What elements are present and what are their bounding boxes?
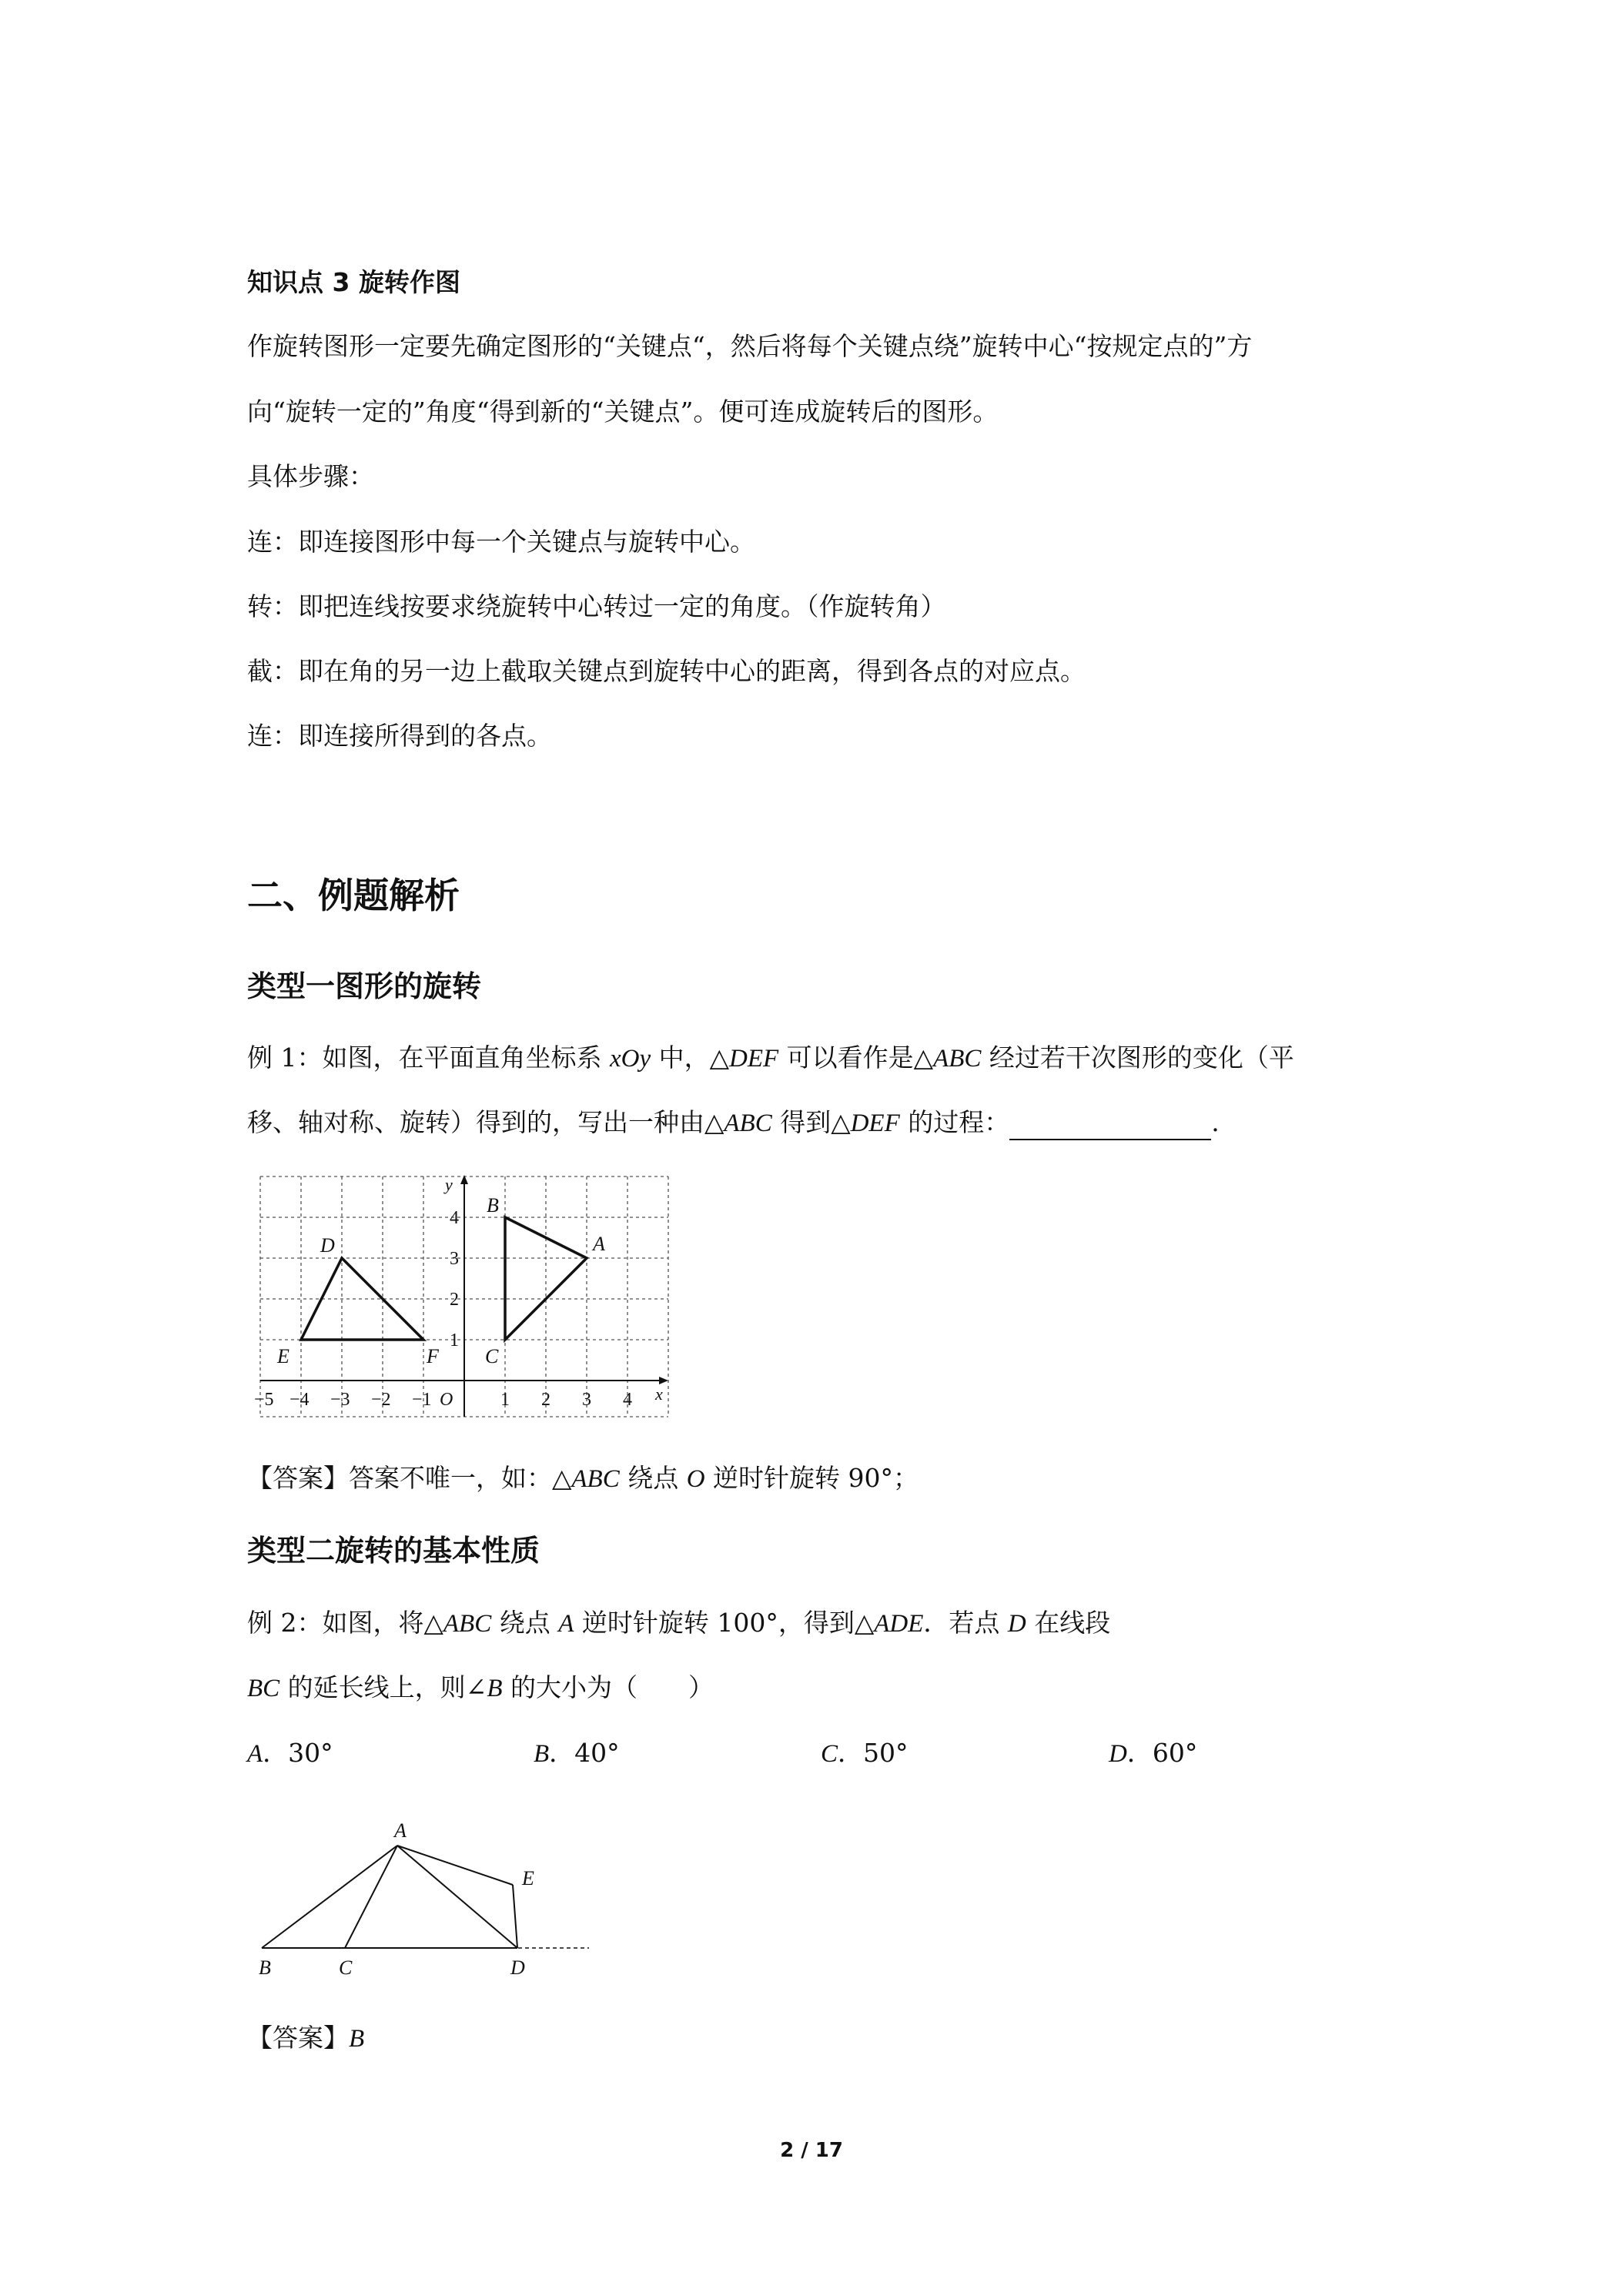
- x-tick-2: 2: [541, 1390, 550, 1410]
- x-tick-minus-3: −3: [330, 1390, 350, 1410]
- fig2-label-A: A: [394, 1819, 407, 1842]
- fig2-label-E: E: [522, 1867, 534, 1889]
- kp3-step-connect: 连：即连接图形中每一个关键点与旋转中心。: [247, 527, 755, 557]
- x-tick-4: 4: [623, 1390, 632, 1410]
- y-axis-label: y: [445, 1175, 453, 1194]
- section-title: 二、例题解析: [247, 875, 460, 916]
- point-D-label: D: [320, 1234, 335, 1257]
- kp3-steps-heading: 具体步骤：: [247, 461, 374, 491]
- type1-title: 类型一图形的旋转: [247, 969, 482, 1003]
- example2-question-line-2: BC 的延长线上，则∠B 的大小为（ ）: [247, 1672, 714, 1702]
- kp3-paragraph-line-1: 作旋转图形一定要先确定图形的“关键点“，然后将每个关键点绕”旋转中心“按规定点的”方: [247, 331, 1253, 361]
- kp3-step-join: 连：即连接所得到的各点。: [247, 721, 552, 751]
- kp3-step-cut: 截：即在角的另一边上截取关键点到旋转中心的距离，得到各点的对应点。: [247, 656, 1086, 686]
- origin-label: O: [440, 1390, 453, 1410]
- y-tick-4: 4: [450, 1208, 459, 1228]
- fig2-label-B: B: [259, 1956, 271, 1979]
- kp3-step-rotate: 转：即把连线按要求绕旋转中心转过一定的角度。（作旋转角）: [247, 591, 946, 621]
- example2-answer: 【答案】B: [247, 2023, 365, 2053]
- x-tick-minus-4: −4: [289, 1390, 310, 1410]
- x-axis-label: x: [655, 1384, 663, 1404]
- y-tick-1: 1: [450, 1330, 459, 1350]
- option-c[interactable]: C．50°: [821, 1738, 909, 1768]
- example1-question-line-1: 例 1：如图，在平面直角坐标系 xOy 中，△DEF 可以看作是△ABC 经过若干次图形的变化（平: [247, 1043, 1294, 1073]
- x-tick-minus-1: −1: [412, 1390, 432, 1410]
- example1-question-line-2: 移、轴对称、旋转）得到的，写出一种由△ABC 得到△DEF 的过程： .: [247, 1106, 1220, 1140]
- fig2-label-C: C: [339, 1956, 353, 1979]
- example2-question-line-1: 例 2：如图，将△ABC 绕点 A 逆时针旋转 100°，得到△ADE．若点 D 在线段: [247, 1608, 1111, 1638]
- fig2-label-D: D: [510, 1956, 525, 1979]
- kp3-title: 知识点 3 旋转作图: [247, 267, 460, 297]
- x-tick-minus-2: −2: [371, 1390, 391, 1410]
- option-a[interactable]: A．30°: [247, 1738, 333, 1768]
- triangle-def: [301, 1258, 423, 1340]
- option-d[interactable]: D．60°: [1109, 1738, 1198, 1768]
- x-tick-minus-5: −5: [254, 1390, 274, 1410]
- y-tick-3: 3: [450, 1249, 459, 1269]
- option-b[interactable]: B．40°: [534, 1738, 620, 1768]
- triangle-abc: [505, 1217, 587, 1340]
- type2-title: 类型二旋转的基本性质: [247, 1534, 540, 1568]
- point-C-label: C: [485, 1345, 499, 1367]
- answer-blank: [1009, 1113, 1211, 1140]
- point-B-label: B: [487, 1194, 499, 1217]
- x-tick-3: 3: [582, 1390, 591, 1410]
- point-E-label: E: [277, 1345, 289, 1367]
- kp3-paragraph-line-2: 向“旋转一定的”角度“得到新的“关键点”。便可连成旋转后的图形。: [247, 397, 999, 427]
- point-F-label: F: [427, 1345, 439, 1367]
- page-number: 2 / 17: [780, 2139, 843, 2162]
- point-A-label: A: [593, 1233, 605, 1255]
- rotation-figure: [246, 1811, 601, 1984]
- y-tick-2: 2: [450, 1290, 459, 1310]
- x-tick-1: 1: [500, 1390, 510, 1410]
- example1-answer: 【答案】答案不唯一，如：△ABC 绕点 O 逆时针旋转 90°；: [247, 1463, 919, 1493]
- coordinate-grid-figure: [254, 1170, 678, 1424]
